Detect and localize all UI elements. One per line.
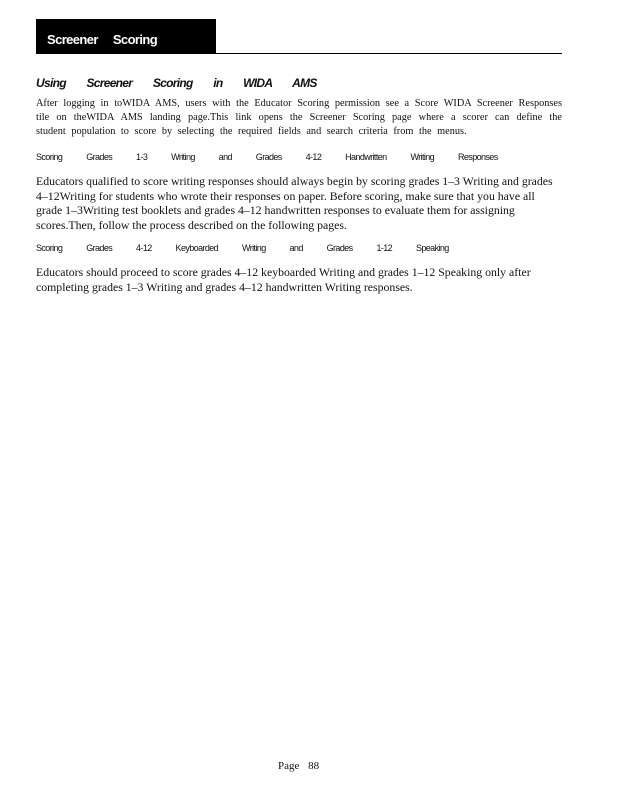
subheading-keyboarded: Scoring Grades 4-12 Keyboarded Writing and Grades 1-12 Speaking xyxy=(36,243,449,253)
header-banner xyxy=(36,19,216,54)
header-title: Screener Scoring xyxy=(47,32,158,47)
page-number: Page 88 xyxy=(278,760,320,772)
section-title: Using Screener Scoring in WIDA AMS xyxy=(36,76,317,90)
subheading-handwritten: Scoring Grades 1-3 Writing and Grades 4-12 Handwritten Writing Responses xyxy=(36,152,498,162)
writing-order-paragraph: Educators qualified to score writing responses should always begin by scoring grades 1–3 Writing and grades 4–12Writing for students who wrote their responses on paper. Before scoring, make sure that you have all grade 1–3Writing test booklets and grades 4–12 handwritten responses to evaluate them for assigning scores.Then, follow the process described on the following pages. xyxy=(36,174,553,232)
header-divider xyxy=(216,53,562,54)
intro-paragraph: After logging in toWIDA AMS, users with the Educator Scoring permission see a Score WIDA Screener Responses tile on theWIDA AMS landing page.This link opens the Screener Scoring page where a scorer can define the student population to score by selecting the required fields and search criteria from the menus. xyxy=(36,98,562,138)
keyboarded-order-paragraph: Educators should proceed to score grades 4–12 keyboarded Writing and grades 1–12 Speaking only after completing grades 1–3 Writing and grades 4–12 handwritten Writing responses. xyxy=(36,265,531,294)
